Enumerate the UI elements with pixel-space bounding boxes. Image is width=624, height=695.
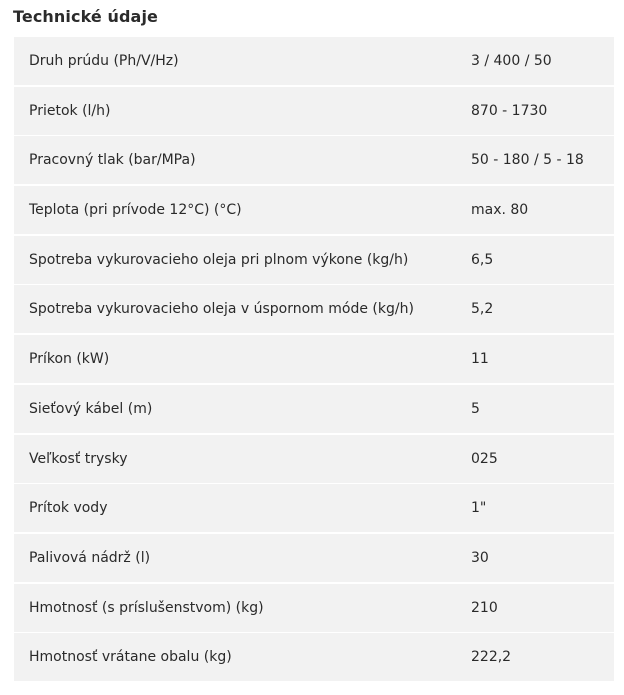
spec-value: max. 80 bbox=[471, 202, 529, 219]
spec-label: Sieťový kábel (m) bbox=[29, 400, 153, 417]
spec-row-fuel-tank bbox=[14, 534, 614, 582]
spec-row-weight-accessories bbox=[14, 584, 614, 632]
spec-row-working-pressure bbox=[14, 136, 614, 184]
spec-value: 1" bbox=[471, 500, 487, 517]
spec-label: Spotreba vykurovacieho oleja v úspornom móde (kg/h) bbox=[29, 301, 414, 318]
spec-label: Príkon (kW) bbox=[29, 351, 110, 368]
spec-label: Prítok vody bbox=[29, 500, 108, 517]
spec-value: 3 / 400 / 50 bbox=[471, 53, 552, 69]
section-title: Technické údaje bbox=[13, 7, 158, 26]
spec-label: Druh prúdu (Ph/V/Hz) bbox=[29, 53, 179, 69]
spec-value: 025 bbox=[471, 450, 498, 467]
spec-row-oil-consumption-eco bbox=[14, 285, 614, 333]
spec-table bbox=[14, 37, 614, 683]
spec-row-weight-packaging bbox=[14, 633, 614, 681]
spec-label: Veľkosť trysky bbox=[29, 450, 128, 467]
spec-row-water-inlet bbox=[14, 484, 614, 532]
spec-label: Hmotnosť vrátane obalu (kg) bbox=[29, 649, 232, 666]
spec-value: 6,5 bbox=[471, 251, 494, 268]
spec-value: 50 - 180 / 5 - 18 bbox=[471, 152, 584, 169]
spec-value: 210 bbox=[471, 599, 498, 616]
spec-label: Spotreba vykurovacieho oleja pri plnom výkone (kg/h) bbox=[29, 251, 409, 268]
spec-row-current-type bbox=[14, 37, 614, 85]
spec-value: 5,2 bbox=[471, 301, 494, 318]
spec-row-nozzle-size bbox=[14, 435, 614, 483]
spec-row-temperature bbox=[14, 186, 614, 234]
spec-value: 30 bbox=[471, 549, 489, 566]
spec-label: Hmotnosť (s príslušenstvom) (kg) bbox=[29, 599, 264, 616]
spec-row-flow-rate bbox=[14, 87, 614, 135]
spec-value: 222,2 bbox=[471, 649, 512, 666]
spec-label: Palivová nádrž (l) bbox=[29, 549, 151, 566]
spec-label: Pracovný tlak (bar/MPa) bbox=[29, 152, 196, 169]
spec-label: Teplota (pri prívode 12°C) (°C) bbox=[29, 202, 242, 219]
spec-value: 5 bbox=[471, 400, 480, 417]
spec-label: Prietok (l/h) bbox=[29, 102, 111, 119]
spec-row-power-input bbox=[14, 335, 614, 383]
spec-value: 870 - 1730 bbox=[471, 102, 548, 119]
spec-value: 11 bbox=[471, 351, 489, 368]
spec-row-power-cable bbox=[14, 385, 614, 433]
spec-row-oil-consumption-full bbox=[14, 236, 614, 284]
